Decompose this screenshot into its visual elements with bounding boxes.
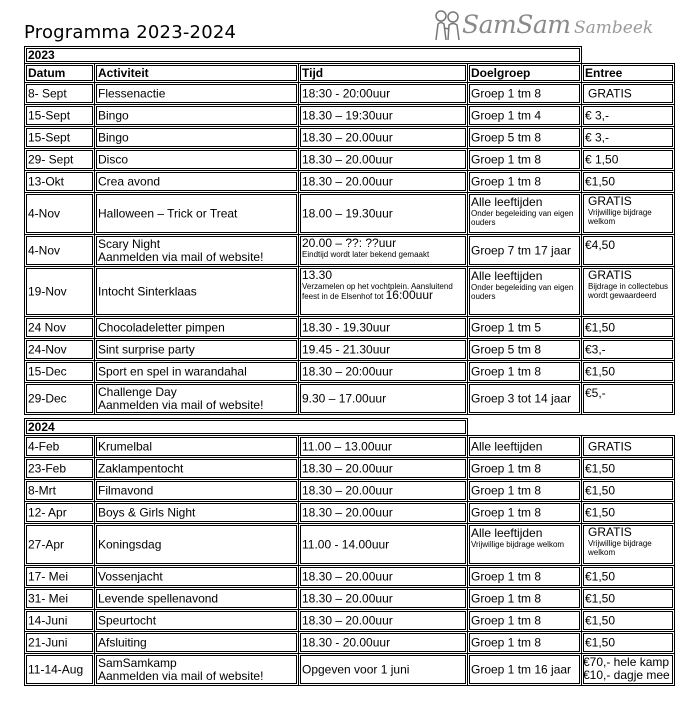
cell-text: GRATIS	[588, 86, 632, 100]
table-row	[24, 104, 675, 126]
cell-text: 4-Nov	[28, 243, 61, 257]
cell-text: 15-Sept	[28, 108, 71, 122]
table-row	[24, 316, 675, 338]
cell-time	[298, 501, 468, 524]
cell-date	[24, 653, 95, 686]
cell-text: Afsluiting	[98, 635, 147, 649]
cell-text: 4-Nov	[28, 206, 61, 220]
cell-group	[467, 316, 582, 339]
cell-text: Halloween – Trick or Treat	[98, 206, 238, 220]
cell-text: 8- Sept	[28, 86, 67, 100]
table-row	[24, 382, 675, 414]
table-row	[24, 192, 675, 234]
cell-text: 19-Nov	[28, 284, 67, 298]
cell-text: 4-Feb	[28, 439, 60, 453]
cell-entry	[581, 653, 675, 686]
cell-activity	[94, 148, 299, 171]
cell-text: Groep 1 tm 8	[471, 86, 542, 100]
table-row	[24, 82, 675, 104]
cell-text: Sport en spel in warandahal	[98, 364, 247, 378]
page-title: Programma 2023-2024	[24, 22, 237, 43]
cell-time	[298, 457, 468, 480]
cell-text: € 3,-	[585, 108, 610, 122]
entry-note: Vrijwillige bijdrage welkom	[588, 208, 652, 226]
cell-date	[24, 316, 95, 339]
cell-activity	[94, 360, 299, 383]
cell-text: 20.00 – ??: ??uur Eindtijd wordt later bekend gemaakt	[302, 237, 465, 259]
cell-group	[467, 338, 582, 361]
cell-activity	[94, 104, 299, 127]
year-row	[24, 418, 675, 435]
cell-text: 12- Apr	[28, 505, 67, 519]
header-label: Tijd	[302, 66, 324, 80]
cell-time	[298, 126, 468, 149]
cell-text: 18.00 – 19.30uur	[302, 206, 393, 220]
cell-text: GRATIS Vrijwillige bijdrage welkom	[588, 526, 672, 557]
cell-text: Challenge Day Aanmelden via mail of website!	[98, 384, 264, 412]
cell-text: €3,-	[585, 342, 606, 356]
cell-group	[467, 382, 582, 415]
cell-text: Crea avond	[98, 174, 161, 188]
cell-activity	[94, 457, 299, 480]
cell-entry	[581, 435, 675, 458]
header-group	[467, 63, 582, 83]
cell-group	[467, 266, 582, 317]
cell-entry	[581, 234, 675, 267]
cell-entry	[581, 523, 675, 566]
cell-text: 18.30 – 20:00uur	[302, 364, 393, 378]
group-note: Vrijwillige bijdrage welkom	[471, 540, 565, 549]
cell-text: 23-Feb	[28, 461, 67, 475]
cell-date	[24, 148, 95, 171]
cell-group	[467, 192, 582, 235]
cell-group	[467, 234, 582, 267]
cell-text: SamSamkamp Aanmelden via mail of website!	[98, 655, 264, 683]
cell-text: € 1,50	[585, 152, 619, 166]
cell-text: 19.45 - 21.30uur	[302, 342, 391, 356]
cell-text: Bingo	[98, 130, 129, 144]
table-row	[24, 234, 675, 266]
cell-date	[24, 565, 95, 588]
cell-activity	[94, 523, 299, 566]
cell-time	[298, 104, 468, 127]
samsam-logo	[432, 6, 662, 44]
cell-group	[467, 609, 582, 632]
cell-text: 18.30 – 20.00uur	[302, 174, 393, 188]
cell-text: Intocht Sinterklaas	[98, 284, 197, 298]
cell-time	[298, 338, 468, 361]
header-time	[298, 63, 468, 83]
cell-time	[298, 316, 468, 339]
cell-entry	[581, 479, 675, 502]
cell-text: Groep 1 tm 8	[471, 505, 542, 519]
table-row	[24, 587, 675, 609]
cell-group	[467, 479, 582, 502]
cell-text: Groep 1 tm 8	[471, 569, 542, 583]
cell-entry	[581, 316, 675, 339]
group-note: Onder begeleiding van eigen ouders	[471, 283, 574, 301]
table-row	[24, 435, 675, 457]
cell-text: Alle leeftijden Vrijwillige bijdrage welkom	[471, 527, 579, 549]
cell-text: 31- Mei	[28, 591, 69, 605]
cell-entry	[581, 148, 675, 171]
cell-group	[467, 435, 582, 458]
logo-brand: SamSam	[462, 10, 571, 39]
cell-text: €1,50	[585, 505, 616, 519]
time-note: Verzamelen op het vochtplein. Aansluitend feest in de Elsenhof tot 16:00uur	[302, 282, 453, 302]
cell-entry	[581, 126, 675, 149]
cell-text: 8-Mrt	[28, 483, 56, 497]
cell-text: €5,-	[585, 386, 606, 400]
table-row	[24, 266, 675, 316]
cell-text: Groep 1 tm 8	[471, 461, 542, 475]
cell-activity	[94, 234, 299, 267]
cell-text: Groep 1 tm 5	[471, 320, 542, 334]
cell-activity	[94, 587, 299, 610]
cell-date	[24, 266, 95, 317]
cell-text: GRATIS Bijdrage in collectebus wordt gewaardeerd	[588, 269, 672, 300]
cell-text: 17- Mei	[28, 569, 69, 583]
header-label: Datum	[28, 66, 66, 80]
cell-group	[467, 148, 582, 171]
cell-time	[298, 435, 468, 458]
cell-activity	[94, 382, 299, 415]
cell-group	[467, 501, 582, 524]
cell-entry	[581, 82, 675, 105]
cell-text: Opgeven voor 1 juni	[302, 662, 410, 676]
cell-time	[298, 609, 468, 632]
header-entry	[581, 63, 675, 83]
cell-activity	[94, 631, 299, 654]
cell-date	[24, 382, 95, 415]
header-date	[24, 63, 95, 83]
header-activity	[94, 63, 299, 83]
cell-text: Koningsdag	[98, 537, 162, 551]
cell-time	[298, 565, 468, 588]
cell-text: 13.30 Verzamelen op het vochtplein. Aansluitend feest in de Elsenhof tot 16:00uur	[302, 269, 465, 301]
cell-date	[24, 435, 95, 458]
cell-date	[24, 523, 95, 566]
cell-group	[467, 457, 582, 480]
cell-text: Groep 1 tm 4	[471, 108, 542, 122]
header-label: Doelgroep	[471, 66, 531, 80]
cell-activity	[94, 479, 299, 502]
cell-text: € 3,-	[585, 130, 610, 144]
table-row	[24, 170, 675, 192]
cell-text: 18.30 - 20.00uur	[302, 635, 391, 649]
cell-text: €1,50	[585, 635, 616, 649]
table-row	[24, 565, 675, 587]
cell-group	[467, 360, 582, 383]
cell-text: Groep 5 tm 8	[471, 130, 542, 144]
cell-group	[467, 523, 582, 566]
table-row	[24, 631, 675, 653]
cell-text: Boys & Girls Night	[98, 505, 196, 519]
entry-note: Vrijwillige bijdrage welkom	[588, 539, 652, 557]
cell-activity	[94, 316, 299, 339]
cell-text: 29- Sept	[28, 152, 74, 166]
cell-date	[24, 631, 95, 654]
header-label: Entree	[585, 66, 623, 80]
cell-text: 11-14-Aug	[28, 662, 84, 676]
cell-activity	[94, 565, 299, 588]
cell-entry	[581, 609, 675, 632]
cell-activity	[94, 126, 299, 149]
cell-text: Groep 1 tm 8	[471, 483, 542, 497]
cell-activity	[94, 192, 299, 235]
table-row	[24, 338, 675, 360]
year-cell	[24, 46, 582, 64]
cell-text: Zaklampentocht	[98, 461, 184, 475]
year-cell	[24, 418, 468, 436]
cell-time	[298, 266, 468, 317]
time-note: Eindtijd wordt later bekend gemaakt	[302, 250, 430, 259]
cell-date	[24, 360, 95, 383]
cell-text: Groep 5 tm 8	[471, 342, 542, 356]
cell-date	[24, 501, 95, 524]
cell-time	[298, 360, 468, 383]
cell-activity	[94, 609, 299, 632]
cell-group	[467, 587, 582, 610]
cell-text: 18.30 – 20.00uur	[302, 613, 393, 627]
cell-text: Flessenactie	[98, 86, 166, 100]
cell-text: Groep 1 tm 8	[471, 591, 542, 605]
children-icon	[432, 8, 462, 42]
cell-text: 18.30 – 20.00uur	[302, 461, 393, 475]
cell-activity	[94, 82, 299, 105]
table-row	[24, 653, 675, 685]
cell-entry	[581, 382, 675, 415]
cell-entry	[581, 338, 675, 361]
cell-text: Alle leeftijden	[471, 439, 543, 453]
header-label: Activiteit	[98, 66, 149, 80]
table-row	[24, 523, 675, 565]
cell-entry	[581, 565, 675, 588]
time-end: 16:00uur	[385, 288, 433, 302]
cell-entry	[581, 104, 675, 127]
cell-text: Bingo	[98, 108, 129, 122]
cell-group	[467, 104, 582, 127]
cell-text: Levende spellenavond	[98, 591, 219, 605]
cell-text: 29-Dec	[28, 391, 67, 405]
cell-text: GRATIS	[588, 439, 632, 453]
cell-text: Speurtocht	[98, 613, 157, 627]
cell-date	[24, 126, 95, 149]
header-row	[24, 63, 675, 82]
cell-text: 18.30 – 20.00uur	[302, 591, 393, 605]
cell-date	[24, 82, 95, 105]
year-label: 2023	[28, 48, 55, 62]
table-row	[24, 360, 675, 382]
cell-time	[298, 192, 468, 235]
cell-activity	[94, 501, 299, 524]
cell-activity	[94, 435, 299, 458]
cell-text: 24-Nov	[28, 342, 67, 356]
cell-text: 18.30 – 20.00uur	[302, 505, 393, 519]
cell-text: 18.30 – 20.00uur	[302, 130, 393, 144]
cell-text: €1,50	[585, 591, 616, 605]
cell-text: €1,50	[585, 483, 616, 497]
cell-text: Groep 1 tm 8	[471, 364, 542, 378]
cell-text: Krumelbal	[98, 439, 153, 453]
cell-text: 24 Nov	[28, 320, 67, 334]
cell-text: 11.00 – 13.00uur	[302, 439, 392, 453]
cell-group	[467, 170, 582, 193]
cell-activity	[94, 266, 299, 317]
year-label: 2024	[28, 420, 55, 434]
cell-time	[298, 148, 468, 171]
cell-text: Disco	[98, 152, 129, 166]
cell-date	[24, 609, 95, 632]
cell-text: €70,- hele kamp €10,- dagje mee	[583, 655, 670, 682]
cell-date	[24, 192, 95, 235]
cell-text: 18.30 - 19.30uur	[302, 320, 391, 334]
group-note: Onder begeleiding van eigen ouders	[471, 209, 574, 227]
cell-date	[24, 587, 95, 610]
cell-text: 9.30 – 17.00uur	[302, 391, 387, 405]
cell-entry	[581, 631, 675, 654]
cell-text: €1,50	[585, 461, 616, 475]
cell-entry	[581, 457, 675, 480]
cell-text: Groep 1 tm 16 jaar	[471, 662, 572, 676]
cell-text: 18.30 – 20.00uur	[302, 152, 393, 166]
cell-text: Scary Night Aanmelden via mail of website!	[98, 236, 264, 264]
cell-text: €1,50	[585, 613, 616, 627]
cell-text: 18:30 - 20:00uur	[302, 86, 391, 100]
cell-text: Groep 7 tm 17 jaar	[471, 243, 572, 257]
year-row	[24, 46, 675, 63]
cell-text: Vossenjacht	[98, 569, 163, 583]
cell-time	[298, 234, 468, 267]
cell-activity	[94, 653, 299, 686]
cell-text: Filmavond	[98, 483, 154, 497]
cell-text: 18.30 – 20.00uur	[302, 569, 393, 583]
cell-text: 14-Juni	[28, 613, 68, 627]
table-row	[24, 609, 675, 631]
cell-text: €1,50	[585, 320, 616, 334]
cell-text: €1,50	[585, 364, 616, 378]
cell-text: Groep 1 tm 8	[471, 174, 542, 188]
cell-date	[24, 479, 95, 502]
cell-entry	[581, 587, 675, 610]
cell-group	[467, 653, 582, 686]
cell-time	[298, 631, 468, 654]
cell-time	[298, 382, 468, 415]
logo-place: Sambeek	[574, 18, 654, 38]
cell-text: GRATIS Vrijwillige bijdrage welkom	[588, 195, 672, 226]
cell-text: 27-Apr	[28, 537, 65, 551]
cell-text: 18.30 – 19:30uur	[302, 108, 393, 122]
cell-text: €4,50	[585, 238, 616, 252]
cell-text: Groep 1 tm 8	[471, 613, 542, 627]
cell-date	[24, 338, 95, 361]
cell-text: Alle leeftijden Onder begeleiding van eigen ouders	[471, 196, 579, 227]
cell-text: Sint surprise party	[98, 342, 195, 356]
entry-note: Bijdrage in collectebus wordt gewaardeerd	[588, 282, 669, 300]
cell-date	[24, 170, 95, 193]
cell-activity	[94, 170, 299, 193]
cell-text: Chocoladeletter pimpen	[98, 320, 225, 334]
cell-time	[298, 82, 468, 105]
cell-entry	[581, 266, 675, 317]
table-row	[24, 457, 675, 479]
cell-group	[467, 631, 582, 654]
cell-text: €1,50	[585, 569, 616, 583]
cell-text: 11.00 - 14.00uur	[302, 537, 390, 551]
cell-activity	[94, 338, 299, 361]
cell-text: €1,50	[585, 174, 616, 188]
cell-date	[24, 457, 95, 480]
cell-text: Groep 1 tm 8	[471, 152, 542, 166]
table-row	[24, 479, 675, 501]
cell-time	[298, 479, 468, 502]
cell-text: Groep 1 tm 8	[471, 635, 542, 649]
cell-entry	[581, 501, 675, 524]
cell-text: 13-Okt	[28, 174, 65, 188]
cell-entry	[581, 192, 675, 235]
cell-text: Groep 3 tot 14 jaar	[471, 391, 572, 405]
cell-entry	[581, 360, 675, 383]
table-row	[24, 501, 675, 523]
cell-time	[298, 653, 468, 686]
cell-time	[298, 587, 468, 610]
cell-text: 15-Dec	[28, 364, 67, 378]
cell-text: 18.30 – 20.00uur	[302, 483, 393, 497]
cell-text: 21-Juni	[28, 635, 68, 649]
cell-date	[24, 234, 95, 267]
cell-entry	[581, 170, 675, 193]
cell-date	[24, 104, 95, 127]
cell-time	[298, 523, 468, 566]
table-row	[24, 148, 675, 170]
cell-text: 15-Sept	[28, 130, 71, 144]
cell-time	[298, 170, 468, 193]
cell-group	[467, 82, 582, 105]
cell-group	[467, 565, 582, 588]
table-row	[24, 126, 675, 148]
cell-group	[467, 126, 582, 149]
cell-text: Alle leeftijden Onder begeleiding van eigen ouders	[471, 270, 579, 301]
